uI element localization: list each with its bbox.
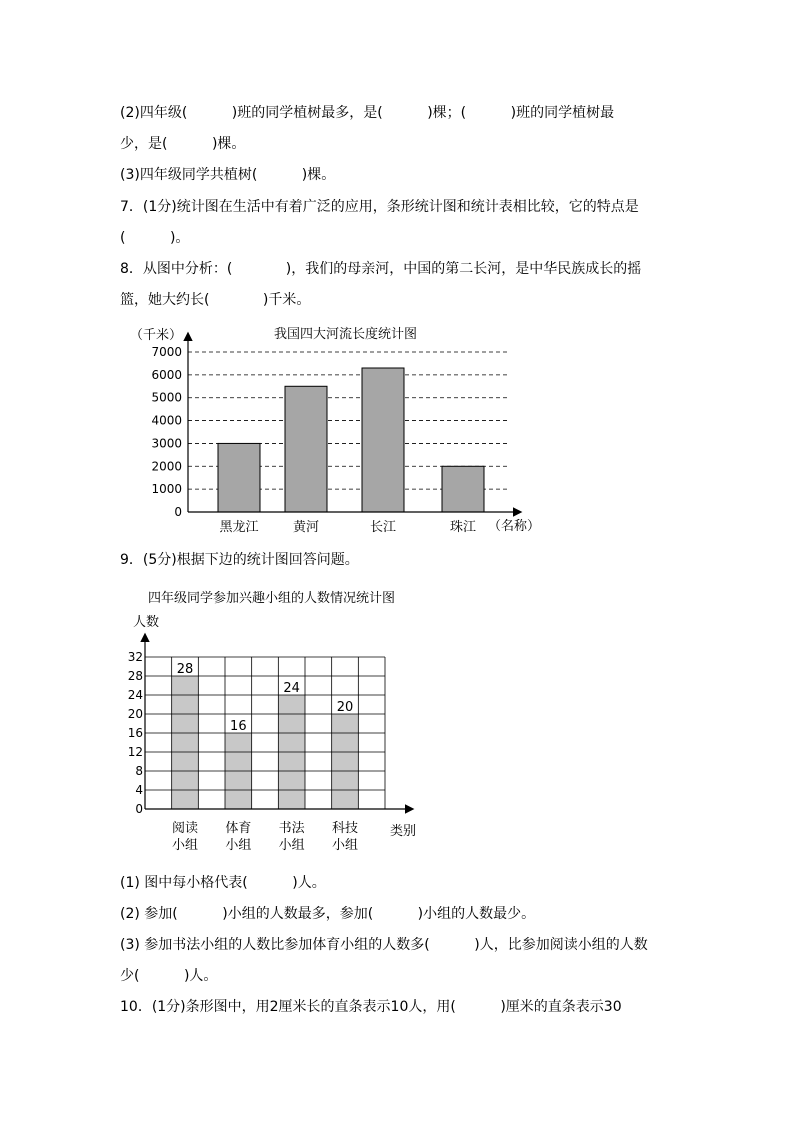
group-bar [332, 714, 359, 809]
question-9-part-1: (1) 图中每小格代表( )人。 [120, 875, 326, 891]
group-y-tick: 28 [127, 669, 143, 683]
group-bar [172, 676, 199, 809]
question-7-line1: 7．(1分)统计图在生活中有着广泛的应用，条形统计图和统计表相比较，它的特点是 [120, 199, 639, 215]
river-chart-title: 我国四大河流长度统计图 [274, 327, 418, 342]
group-data-label: 24 [283, 681, 300, 696]
question-9-part-3-line1: (3) 参加书法小组的人数比参加体育小组的人数多( )人，比参加阅读小组的人数 [120, 937, 648, 953]
river-y-tick: 1000 [151, 482, 182, 497]
river-bar [442, 466, 484, 512]
river-y-tick: 4000 [151, 413, 182, 428]
river-x-tick: 黄河 [292, 520, 320, 535]
question-9-part-2: (2) 参加( )小组的人数最多，参加( )小组的人数最少。 [120, 906, 536, 922]
group-x-tick: 小组 [278, 838, 305, 853]
river-y-tick: 7000 [151, 345, 182, 359]
group-x-tick: 书法 [278, 821, 305, 836]
group-chart-title: 四年级同学参加兴趣小组的人数情况统计图 [148, 591, 396, 606]
question-6-part-3: (3)四年级同学共植树( )棵。 [120, 167, 336, 183]
question-9-intro: 9．(5分)根据下边的统计图回答问题。 [120, 552, 359, 568]
river-x-label: （名称） [488, 519, 541, 534]
question-9-part-3-line2: 少( )人。 [120, 968, 218, 984]
river-y-tick: 2000 [151, 459, 182, 474]
interest-group-chart [0, 605, 794, 865]
question-8-line2: 篮，她大约长( )千米。 [120, 292, 311, 308]
river-y-tick: 5000 [151, 390, 182, 405]
group-data-label: 28 [176, 662, 194, 677]
group-x-label: 类别 [390, 824, 417, 839]
river-y-tick: 0 [174, 505, 182, 519]
river-y-tick: 3000 [151, 436, 182, 451]
group-y-tick: 0 [135, 802, 143, 816]
river-x-tick: 长江 [369, 520, 397, 535]
river-length-chart [0, 320, 794, 550]
river-bar [285, 386, 327, 512]
group-y-tick: 24 [127, 688, 143, 702]
group-x-tick: 小组 [225, 838, 252, 853]
group-x-tick: 小组 [331, 838, 359, 853]
group-y-label: 人数 [133, 615, 160, 630]
river-x-tick: 黑龙江 [219, 520, 259, 535]
question-7-line2: ( )。 [120, 230, 190, 246]
group-y-tick: 20 [127, 707, 143, 721]
question-8-line1: 8．从图中分析：( )，我们的母亲河，中国的第二长河，是中华民族成长的摇 [120, 261, 642, 277]
river-bar [362, 368, 404, 512]
group-data-label: 16 [230, 719, 247, 734]
group-x-tick: 阅读 [171, 821, 199, 836]
question-6-part-2-line1: (2)四年级( )班的同学植树最多，是( )棵；( )班的同学植树最 [120, 105, 615, 121]
river-y-label: （千米） [130, 328, 183, 343]
river-x-tick: 珠江 [449, 520, 477, 535]
question-6-part-2-line2: 少，是( )棵。 [120, 136, 246, 152]
group-x-tick: 小组 [171, 838, 199, 853]
group-x-tick: 体育 [225, 821, 252, 836]
group-y-tick: 12 [127, 745, 143, 759]
river-y-tick: 6000 [151, 367, 182, 382]
group-data-label: 20 [336, 700, 354, 715]
group-y-tick: 8 [135, 764, 143, 778]
group-y-tick: 4 [135, 783, 143, 797]
question-10: 10．(1分)条形图中，用2厘米长的直条表示10人，用( )厘米的直条表示30 [120, 999, 622, 1015]
river-bar [218, 443, 260, 512]
group-y-tick: 16 [127, 726, 143, 740]
group-y-tick: 32 [127, 650, 143, 664]
group-x-tick: 科技 [331, 821, 359, 836]
